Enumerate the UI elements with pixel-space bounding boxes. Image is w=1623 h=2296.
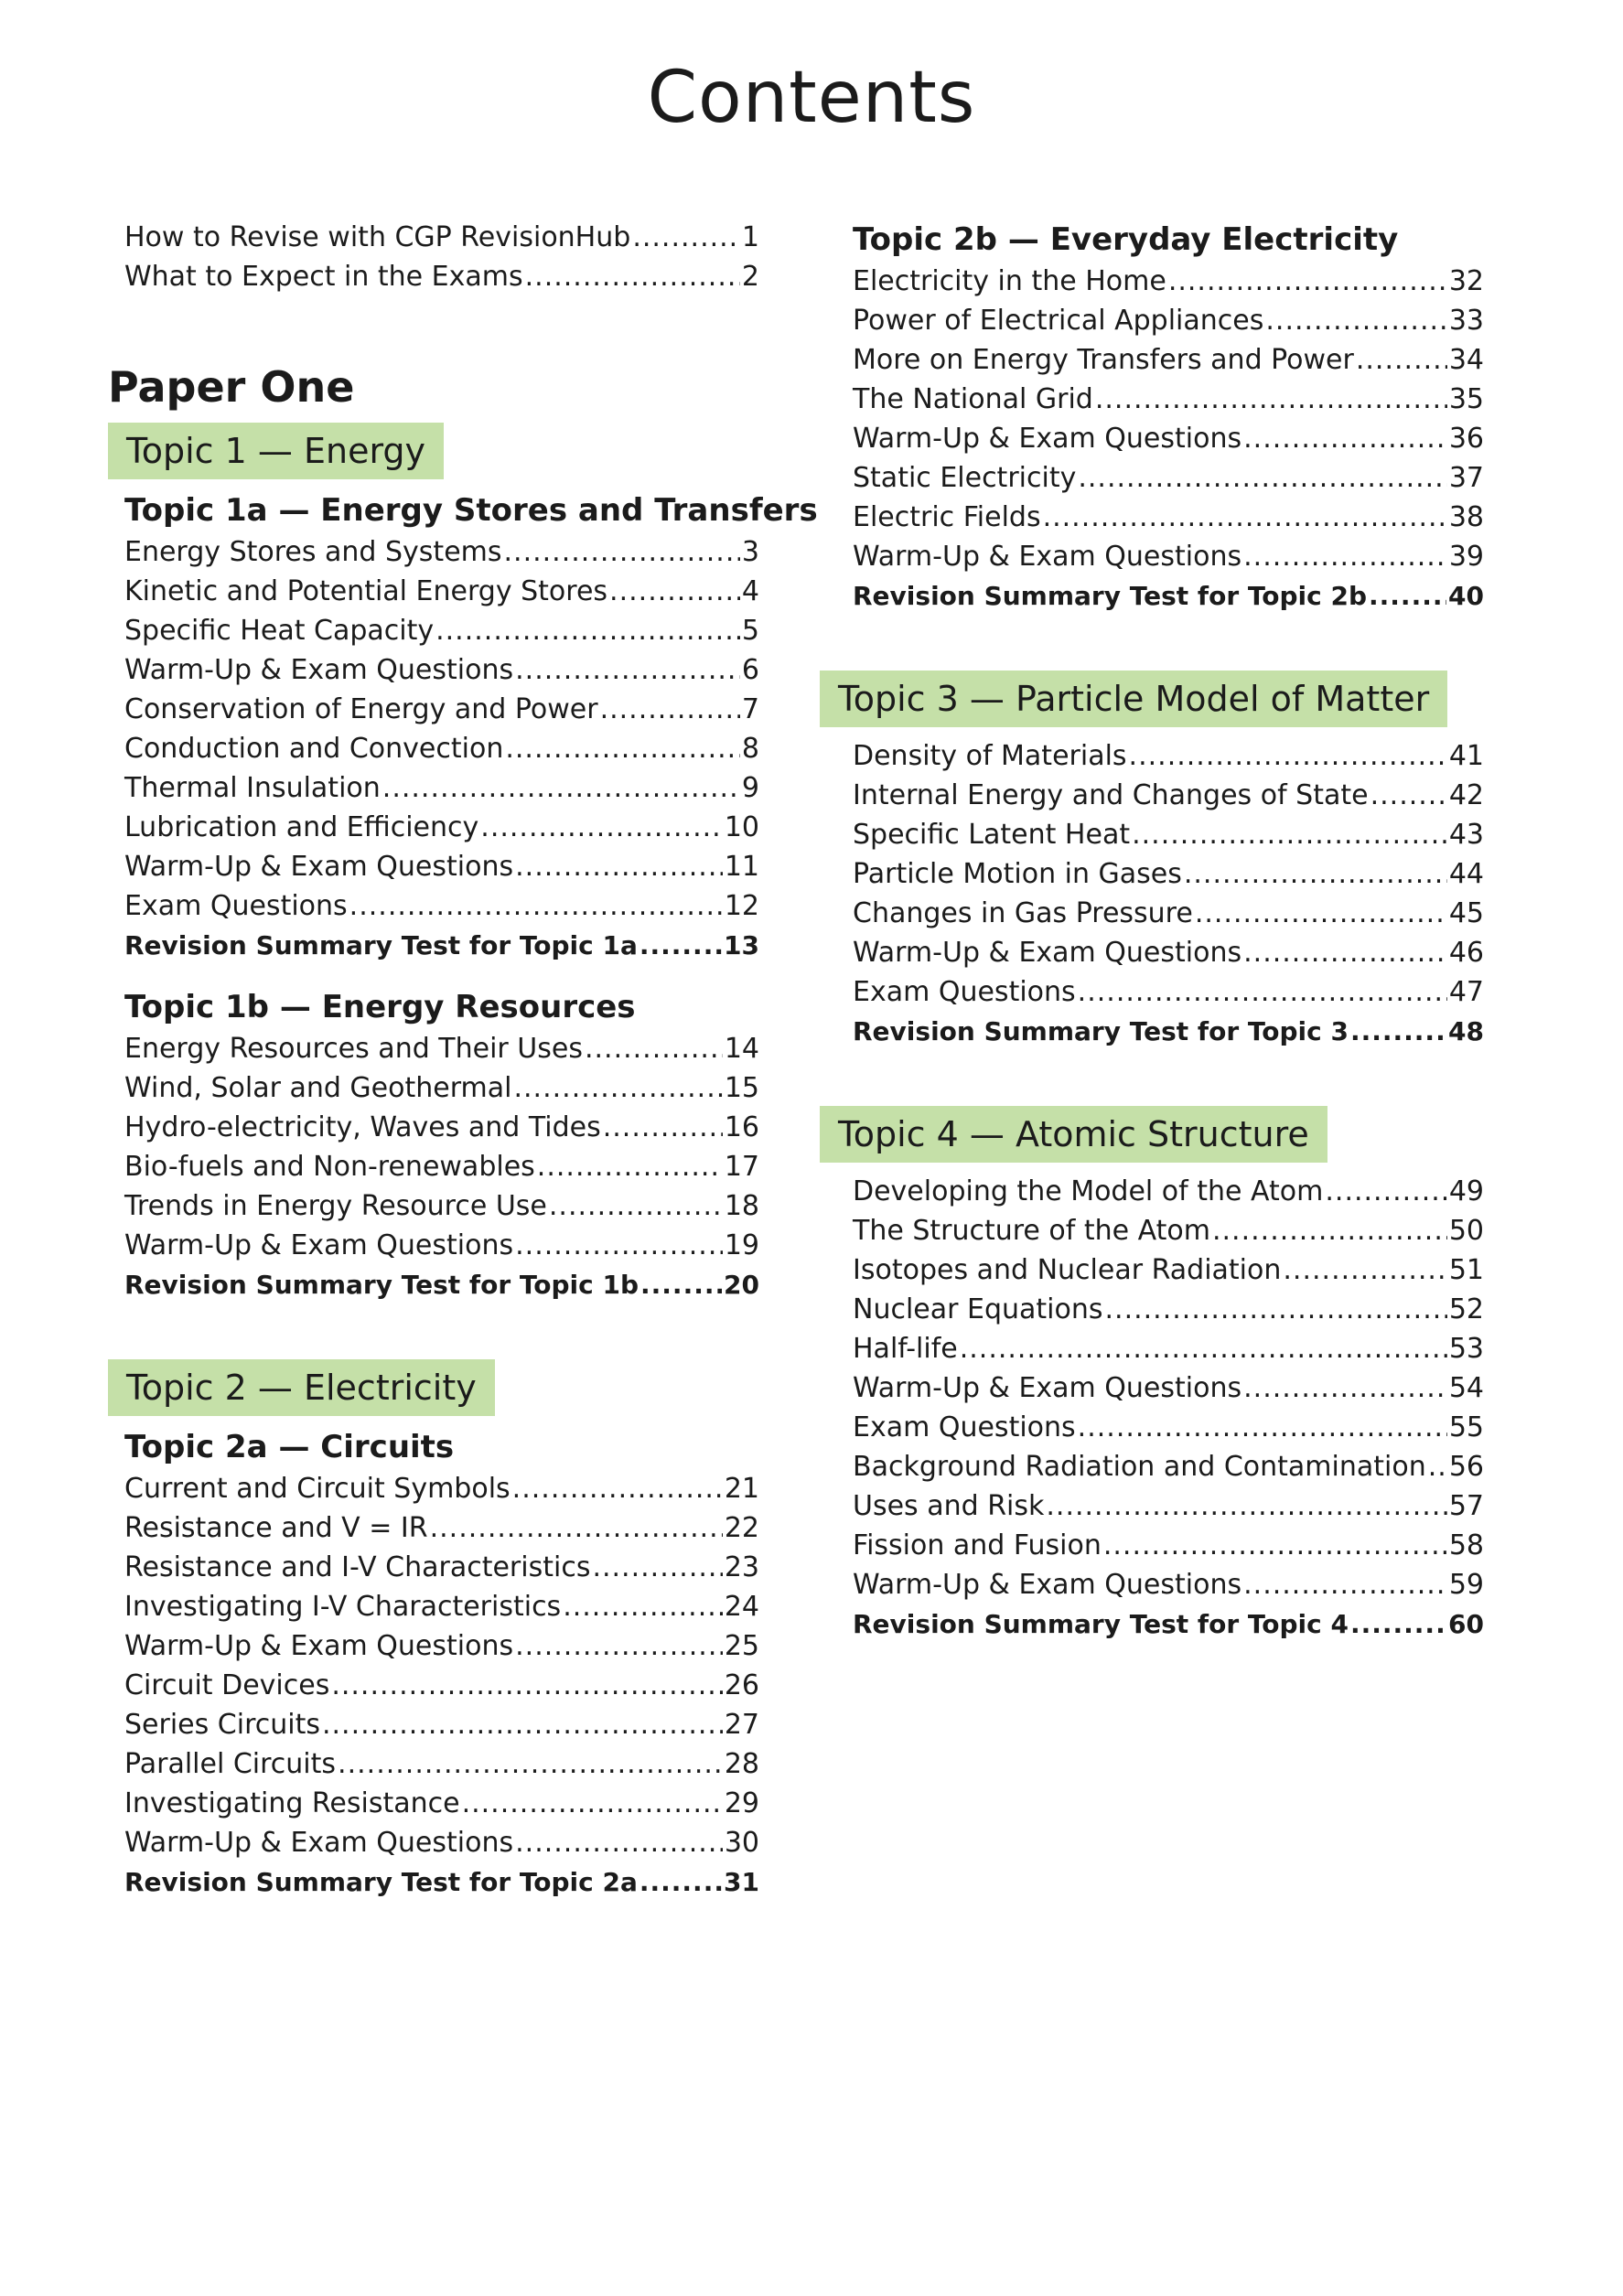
toc-entry-title: Warm-Up & Exam Questions	[124, 1229, 514, 1261]
toc-leader-dots	[331, 1666, 722, 1705]
toc-entry-title: Internal Energy and Changes of State	[853, 779, 1369, 811]
toc-entry[interactable]	[108, 1862, 759, 1902]
toc-entry-page: 17	[724, 1151, 759, 1183]
toc-leader-dots	[603, 1108, 723, 1147]
toc-entry-title: Power of Electrical Appliances	[853, 305, 1264, 337]
toc-entry-title: Parallel Circuits	[124, 1748, 337, 1780]
toc-entry-page: 6	[741, 654, 759, 686]
toc-entry[interactable]	[108, 768, 759, 808]
toc-entry[interactable]	[836, 815, 1484, 854]
toc-entry-page: 39	[1448, 541, 1484, 573]
toc-entry[interactable]	[108, 1265, 759, 1304]
toc-entry-title: Warm-Up & Exam Questions	[124, 1827, 514, 1859]
toc-entry[interactable]	[108, 1108, 759, 1147]
toc-leader-dots	[515, 650, 740, 690]
toc-entry-page: 58	[1448, 1529, 1484, 1561]
toc-entry-page: 29	[724, 1787, 759, 1819]
toc-leader-dots	[1043, 498, 1447, 537]
toc-entry-title: Developing the Model of the Atom	[853, 1175, 1324, 1207]
toc-leader-dots	[1078, 972, 1447, 1012]
toc-entry-page: 23	[724, 1551, 759, 1583]
toc-entry[interactable]	[108, 1587, 759, 1626]
toc-entry-page: 54	[1448, 1372, 1484, 1404]
toc-entry-title: Electric Fields	[853, 501, 1041, 533]
toc-entry[interactable]	[836, 972, 1484, 1012]
topic-1a-heading: Topic 1a — Energy Stores and Transfers	[124, 492, 818, 529]
toc-entry-title: Particle Motion in Gases	[853, 858, 1182, 890]
toc-entry-title: Warm-Up & Exam Questions	[124, 654, 514, 686]
toc-entry[interactable]	[836, 340, 1484, 380]
toc-leader-dots	[435, 611, 740, 650]
toc-leader-dots	[563, 1587, 723, 1626]
toc-entry[interactable]	[108, 1666, 759, 1705]
topic-3-heading: Topic 3 — Particle Model of Matter	[820, 671, 1447, 727]
toc-leader-dots	[515, 1626, 723, 1666]
topic-4-list	[836, 1172, 1484, 1644]
toc-entry-page: 33	[1448, 305, 1484, 337]
toc-entry-page: 41	[1448, 740, 1484, 772]
toc-entry-page: 57	[1448, 1490, 1484, 1522]
toc-leader-dots	[1369, 576, 1446, 616]
toc-entry-page: 46	[1448, 937, 1484, 969]
toc-entry-page: 44	[1448, 858, 1484, 890]
toc-entry-page: 52	[1448, 1293, 1484, 1325]
toc-entry-title: Conduction and Convection	[124, 733, 504, 765]
toc-entry-page: 12	[724, 890, 759, 922]
toc-entry[interactable]	[836, 933, 1484, 972]
toc-entry-title: Conservation of Energy and Power	[124, 693, 598, 725]
toc-leader-dots	[1046, 1486, 1446, 1526]
toc-entry-page: 49	[1448, 1175, 1484, 1207]
toc-entry-page: 59	[1448, 1569, 1484, 1601]
toc-entry[interactable]	[108, 532, 759, 572]
toc-leader-dots	[1243, 933, 1447, 972]
toc-entry-title: Isotopes and Nuclear Radiation	[853, 1254, 1282, 1286]
toc-entry[interactable]	[836, 894, 1484, 933]
toc-leader-dots	[609, 572, 740, 611]
toc-entry-title: Exam Questions	[124, 890, 348, 922]
toc-leader-dots	[1195, 894, 1447, 933]
toc-entry[interactable]	[108, 886, 759, 926]
toc-entry-title: Warm-Up & Exam Questions	[853, 1372, 1242, 1404]
toc-entry-title: Energy Resources and Their Uses	[124, 1033, 583, 1065]
toc-leader-dots	[1350, 1604, 1446, 1644]
toc-entry[interactable]	[108, 808, 759, 847]
toc-entry-page: 45	[1448, 897, 1484, 929]
toc-entry[interactable]	[836, 776, 1484, 815]
toc-entry-title: Resistance and I-V Characteristics	[124, 1551, 591, 1583]
toc-entry-page: 20	[724, 1270, 759, 1300]
topic-1b-heading: Topic 1b — Energy Resources	[124, 989, 636, 1025]
toc-leader-dots	[504, 532, 740, 572]
toc-leader-dots	[1132, 815, 1447, 854]
toc-entry[interactable]	[108, 1029, 759, 1068]
toc-leader-dots	[960, 1329, 1447, 1368]
toc-leader-dots	[525, 257, 740, 296]
toc-entry[interactable]	[108, 926, 759, 965]
toc-leader-dots	[1078, 1408, 1447, 1447]
toc-leader-dots	[549, 1186, 723, 1226]
toc-entry-title: Trends in Energy Resource Use	[124, 1190, 547, 1222]
topic-2a-list	[108, 1469, 759, 1902]
toc-entry-title: Resistance and V = IR	[124, 1512, 428, 1544]
toc-entry[interactable]	[108, 729, 759, 768]
toc-leader-dots	[585, 1029, 723, 1068]
toc-leader-dots	[1078, 458, 1446, 498]
toc-entry[interactable]	[836, 1447, 1484, 1486]
toc-entry-page: 14	[724, 1033, 759, 1065]
toc-entry[interactable]	[836, 1012, 1484, 1051]
toc-entry-page: 48	[1448, 1016, 1484, 1046]
toc-leader-dots	[1129, 736, 1447, 776]
toc-entry-title: Investigating Resistance	[124, 1787, 460, 1819]
toc-leader-dots	[382, 768, 740, 808]
toc-leader-dots	[1168, 262, 1447, 301]
toc-entry-page: 18	[724, 1190, 759, 1222]
toc-entry-title: Warm-Up & Exam Questions	[124, 851, 514, 883]
toc-entry[interactable]	[108, 1626, 759, 1666]
toc-leader-dots	[1103, 1526, 1447, 1565]
toc-leader-dots	[513, 1068, 722, 1108]
toc-entry-title: Warm-Up & Exam Questions	[853, 937, 1242, 969]
toc-entry-title: Current and Circuit Symbols	[124, 1473, 511, 1505]
toc-entry-title: Half-life	[853, 1333, 958, 1365]
toc-entry-page: 21	[724, 1473, 759, 1505]
toc-entry-page: 38	[1448, 501, 1484, 533]
toc-entry-page: 42	[1448, 779, 1484, 811]
toc-entry-title: Specific Latent Heat	[853, 819, 1131, 851]
toc-entry-title: Wind, Solar and Geothermal	[124, 1072, 512, 1104]
topic-1b-list	[108, 1029, 759, 1304]
toc-entry-title: Thermal Insulation	[124, 772, 381, 804]
toc-entry-page: 34	[1448, 344, 1484, 376]
toc-entry-title: Exam Questions	[853, 1411, 1076, 1443]
toc-entry-page: 7	[741, 693, 759, 725]
toc-entry-page: 1	[741, 221, 759, 253]
toc-entry-page: 31	[724, 1867, 759, 1897]
toc-entry-title: Lubrication and Efficiency	[124, 811, 479, 843]
toc-leader-dots	[640, 926, 722, 965]
toc-entry[interactable]	[836, 1486, 1484, 1526]
toc-entry-title: Revision Summary Test for Topic 2b	[853, 581, 1368, 611]
toc-entry[interactable]	[836, 1211, 1484, 1250]
toc-entry-page: 11	[724, 851, 759, 883]
toc-entry-title: Static Electricity	[853, 462, 1077, 494]
toc-entry-title: Warm-Up & Exam Questions	[853, 1569, 1242, 1601]
toc-entry-title: Hydro-electricity, Waves and Tides	[124, 1111, 601, 1143]
toc-entry[interactable]	[108, 1705, 759, 1744]
toc-entry-page: 37	[1448, 462, 1484, 494]
topic-1a-list	[108, 532, 759, 965]
toc-leader-dots	[515, 847, 723, 886]
toc-entry[interactable]	[108, 1823, 759, 1862]
contents-right-column	[836, 218, 1484, 1644]
toc-entry-title: The National Grid	[853, 383, 1093, 415]
toc-entry-title: Nuclear Equations	[853, 1293, 1103, 1325]
toc-leader-dots	[1184, 854, 1447, 894]
toc-entry-title: Investigating I-V Characteristics	[124, 1591, 562, 1623]
toc-entry-page: 15	[724, 1072, 759, 1104]
toc-entry[interactable]	[108, 1548, 759, 1587]
toc-leader-dots	[505, 729, 740, 768]
toc-leader-dots	[462, 1784, 723, 1823]
topic-3-list	[836, 736, 1484, 1051]
toc-entry[interactable]	[836, 301, 1484, 340]
toc-entry-title: Fission and Fusion	[853, 1529, 1102, 1561]
toc-entry-title: Changes in Gas Pressure	[853, 897, 1193, 929]
toc-entry-title: Electricity in the Home	[853, 265, 1166, 297]
toc-leader-dots	[1105, 1290, 1447, 1329]
toc-entry[interactable]	[836, 1250, 1484, 1290]
toc-entry-page: 5	[741, 615, 759, 647]
toc-entry-title: Warm-Up & Exam Questions	[853, 423, 1242, 455]
toc-entry-title: Revision Summary Test for Topic 1b	[124, 1270, 640, 1300]
toc-leader-dots	[515, 1823, 723, 1862]
toc-leader-dots	[349, 886, 723, 926]
toc-leader-dots	[640, 1265, 722, 1304]
toc-entry-title: Revision Summary Test for Topic 3	[853, 1016, 1349, 1046]
toc-leader-dots	[1243, 1565, 1447, 1604]
toc-entry-page: 50	[1448, 1215, 1484, 1247]
toc-leader-dots	[1212, 1211, 1447, 1250]
page-title: Contents	[647, 57, 976, 139]
toc-entry-page: 27	[724, 1709, 759, 1741]
toc-leader-dots	[1325, 1172, 1446, 1211]
toc-entry[interactable]	[108, 257, 759, 296]
toc-leader-dots	[515, 1226, 723, 1265]
toc-entry[interactable]	[836, 1604, 1484, 1644]
toc-entry-title: Density of Materials	[853, 740, 1127, 772]
toc-entry-title: Revision Summary Test for Topic 4	[853, 1609, 1349, 1639]
toc-leader-dots	[1243, 419, 1447, 458]
toc-leader-dots	[430, 1508, 723, 1548]
toc-entry[interactable]	[836, 736, 1484, 776]
toc-entry[interactable]	[108, 1744, 759, 1784]
toc-entry[interactable]	[836, 498, 1484, 537]
toc-leader-dots	[480, 808, 723, 847]
toc-entry[interactable]	[108, 1226, 759, 1265]
toc-entry-page: 22	[724, 1512, 759, 1544]
toc-entry-page: 25	[724, 1630, 759, 1662]
toc-entry-page: 24	[724, 1591, 759, 1623]
toc-entry[interactable]	[836, 380, 1484, 419]
toc-entry-page: 35	[1448, 383, 1484, 415]
toc-entry-title: Series Circuits	[124, 1709, 320, 1741]
toc-entry-page: 40	[1448, 581, 1484, 611]
toc-entry[interactable]	[108, 847, 759, 886]
toc-entry[interactable]	[108, 218, 759, 257]
toc-leader-dots	[1283, 1250, 1446, 1290]
toc-entry[interactable]	[836, 1526, 1484, 1565]
toc-leader-dots	[1265, 301, 1446, 340]
toc-entry-page: 47	[1448, 976, 1484, 1008]
toc-entry-page: 2	[741, 261, 759, 293]
topic-1-heading: Topic 1 — Energy	[108, 423, 444, 479]
toc-leader-dots	[322, 1705, 723, 1744]
toc-entry-title: Uses and Risk	[853, 1490, 1045, 1522]
topic-2b-list	[836, 262, 1484, 616]
toc-entry-page: 8	[741, 733, 759, 765]
toc-entry-page: 3	[741, 536, 759, 568]
toc-leader-dots	[1095, 380, 1447, 419]
toc-leader-dots	[640, 1862, 722, 1902]
toc-entry-page: 13	[724, 930, 759, 960]
toc-entry-page: 32	[1448, 265, 1484, 297]
toc-leader-dots	[1428, 1447, 1447, 1486]
toc-entry-title: What to Expect in the Exams	[124, 261, 523, 293]
toc-entry[interactable]	[836, 537, 1484, 576]
toc-entry-page: 55	[1448, 1411, 1484, 1443]
toc-entry[interactable]	[836, 1172, 1484, 1211]
toc-entry[interactable]	[108, 1186, 759, 1226]
toc-entry-page: 43	[1448, 819, 1484, 851]
toc-entry[interactable]	[836, 854, 1484, 894]
toc-entry-page: 60	[1448, 1609, 1484, 1639]
toc-entry-title: How to Revise with CGP RevisionHub	[124, 221, 631, 253]
toc-entry[interactable]	[108, 611, 759, 650]
toc-entry-page: 53	[1448, 1333, 1484, 1365]
toc-entry-page: 30	[724, 1827, 759, 1859]
toc-entry[interactable]	[836, 576, 1484, 616]
toc-entry-page: 10	[724, 811, 759, 843]
toc-entry[interactable]	[836, 1565, 1484, 1604]
topic-2b-heading: Topic 2b — Everyday Electricity	[853, 221, 1399, 258]
toc-entry-title: Exam Questions	[853, 976, 1076, 1008]
toc-entry[interactable]	[836, 419, 1484, 458]
toc-entry-title: Warm-Up & Exam Questions	[853, 541, 1242, 573]
toc-entry-title: Revision Summary Test for Topic 1a	[124, 930, 638, 960]
toc-leader-dots	[1243, 1368, 1447, 1408]
toc-leader-dots	[600, 690, 740, 729]
toc-leader-dots	[1370, 776, 1447, 815]
toc-entry[interactable]	[108, 650, 759, 690]
toc-entry-page: 28	[724, 1748, 759, 1780]
topic-2a-heading: Topic 2a — Circuits	[124, 1429, 455, 1465]
toc-entry[interactable]	[108, 1469, 759, 1508]
toc-entry-page: 9	[741, 772, 759, 804]
toc-entry-page: 36	[1448, 423, 1484, 455]
toc-entry[interactable]	[836, 1329, 1484, 1368]
toc-entry[interactable]	[836, 458, 1484, 498]
toc-leader-dots	[632, 218, 740, 257]
toc-entry[interactable]	[108, 572, 759, 611]
topic-2-heading: Topic 2 — Electricity	[108, 1359, 495, 1416]
toc-entry-title: Warm-Up & Exam Questions	[124, 1630, 514, 1662]
toc-entry[interactable]	[836, 1368, 1484, 1408]
toc-entry[interactable]	[108, 1147, 759, 1186]
toc-leader-dots	[1350, 1012, 1446, 1051]
toc-entry[interactable]	[108, 1508, 759, 1548]
toc-entry-title: More on Energy Transfers and Power	[853, 344, 1354, 376]
toc-entry[interactable]	[108, 1784, 759, 1823]
toc-entry[interactable]	[836, 1408, 1484, 1447]
toc-entry-title: Bio-fuels and Non-renewables	[124, 1151, 535, 1183]
topic-4-heading: Topic 4 — Atomic Structure	[820, 1106, 1327, 1163]
toc-entry-title: Energy Stores and Systems	[124, 536, 502, 568]
toc-entry-page: 26	[724, 1669, 759, 1701]
toc-entry[interactable]	[108, 1068, 759, 1108]
toc-entry-page: 51	[1448, 1254, 1484, 1286]
toc-leader-dots	[537, 1147, 723, 1186]
intro-list	[108, 218, 759, 296]
paper-one-heading: Paper One	[108, 362, 355, 412]
toc-entry-title: Kinetic and Potential Energy Stores	[124, 575, 608, 607]
toc-entry-page: 16	[724, 1111, 759, 1143]
toc-leader-dots	[1356, 340, 1447, 380]
toc-entry-title: Revision Summary Test for Topic 2a	[124, 1867, 638, 1897]
toc-entry-page: 56	[1448, 1451, 1484, 1483]
contents-left-column	[108, 218, 818, 1902]
toc-leader-dots	[592, 1548, 722, 1587]
toc-leader-dots	[1243, 537, 1447, 576]
toc-entry-title: The Structure of the Atom	[853, 1215, 1210, 1247]
toc-entry-title: Background Radiation and Contamination	[853, 1451, 1426, 1483]
toc-entry[interactable]	[108, 690, 759, 729]
toc-entry-title: Circuit Devices	[124, 1669, 330, 1701]
toc-leader-dots	[338, 1744, 723, 1784]
toc-leader-dots	[512, 1469, 723, 1508]
toc-entry-title: Specific Heat Capacity	[124, 615, 435, 647]
toc-entry-page: 4	[741, 575, 759, 607]
toc-entry-page: 19	[724, 1229, 759, 1261]
toc-entry[interactable]	[836, 262, 1484, 301]
toc-entry[interactable]	[836, 1290, 1484, 1329]
